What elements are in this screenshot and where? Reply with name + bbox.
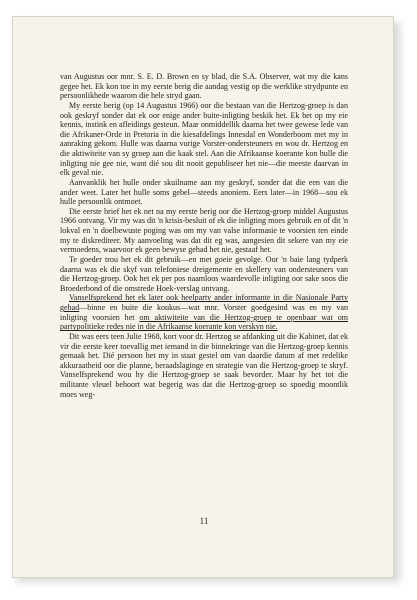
- paragraph: Die eerste brief het ek net na my eerste berig oor die Hertzog-groep middel Augustus 1966 ontvang. Vir my was dit 'n krisis-besluit of ek die inligting moes gebruik en of dit 'n lokval en 'n doelbewuste poging was om my van valse informasie te voorsien ten einde my te diskrediteer. My aanvoeling was dat dit eg was, aangesien dit sekere van my eie vermoedens, waarvoor ek geen bewyse gehad het nie, gestaaf het.: [60, 206, 348, 255]
- paragraph-text: —binne en buite die koukus—wat mnr. Vorster goedgesind was en my van inligting voorsien het: [60, 303, 348, 322]
- paragraph: My eerste berig (op 14 Augustus 1966) oor die bestaan van die Hertzog-groep is dan ook geskryf sonder dat ek oor enige ander buite-inligting beskik het. Ek het op my eie kennis, instink en afleidings gesteun. Maar onmiddellik daarna het twee gewese lede van die Afrikaner-Orde in Pretoria in die kiesafdelings Innesdal en Wonderboom met my in aanraking gekom. Hulle was daarna vurige Vorster-ondersteuners en wou dr. Hertzog en die aktiwiteite van sy groep aan die kaak stel. Aan die Afrikaanse koerante kon hulle die inligting nie gee nie, want dié sou dit nooit gepubliseer het nie—die meeste daarvan in elk geval nie.: [60, 100, 348, 178]
- underlined-paragraph: [60, 293, 348, 332]
- underlined-text: Vanselfsprekend het ek later ook heelparty ander informante in die Nasionale Party gehad: [60, 293, 348, 312]
- paragraph: Aanvanklik het hulle onder skuilname aan my geskryf, sonder dat die een van die ander weet. Later het hulle soms gebel—steeds anoniem. Eers later—in 1968—sou ek hulle persoonlik ontmoet.: [60, 177, 348, 207]
- paragraph: Te goeder trou het ek dit gebruik—en met goeie gevolge. Oor 'n baie lang tydperk daarna was ek die skyf van telefoniese dreigemente en skellery van ondersteuners van die Hertzog-groep. Ook het ek per pos naamloos waardevolle inligting oor sake soos die Broederbond of die omstrede Hoek-verslag ontvang.: [60, 254, 348, 293]
- book-page: [12, 16, 394, 578]
- page-number: 11: [199, 516, 209, 526]
- paragraph: van Augustus oor mnr. S. E. D. Brown en sy blad, die S.A. Observer, wat my die kans gegee het. Ek kon toe in my eerste berig die aandag vestig op die werklike strydpunte en persoonlikhede waarom die hele stryd gaan.: [60, 72, 348, 101]
- paragraph: Dit was eers teen Julie 1968, kort voor dr. Hertzog se afdanking uit die Kabinet, dat ek vir die eerste keer toevallig met iemand in die binnekringe van die Hertzog-groep kennis gemaak het. Dié persoon het my in staat gestel om van daardie datum af met redelike akkuraatheid oor die planne, beraadslaginge en strategie van die Hertzog-groep te skryf. Vanselfsprekend wou hy die Hertzog-groep se saak bevorder. Maar hy het tot die militante vleuel behoort wat begerig was dat die Hertzog-groep so spoedig moontlik moes weg-: [60, 331, 348, 399]
- body-text: [60, 72, 348, 399]
- underlined-text: om aktiwiteite van die Hertzog-groep te openbaar wat om partypolitieke redes nie in die Afrikaanse koerante kon verskyn nie.: [60, 312, 348, 332]
